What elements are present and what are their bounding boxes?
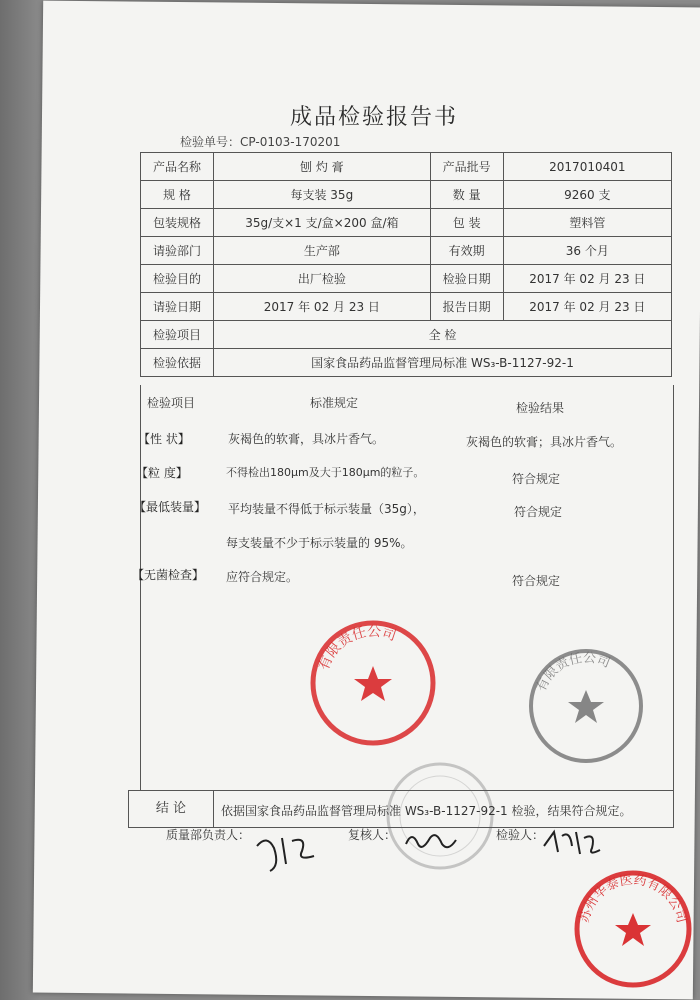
- items-header-col1: 检验项目: [147, 396, 196, 410]
- item-name: 【性 状】: [138, 432, 190, 446]
- item-standard: 应符合规定。: [226, 570, 299, 584]
- purpose-value: 出厂检验: [214, 265, 431, 293]
- items-header-col3: 检验结果: [516, 401, 565, 415]
- spec-value: 每支装 35g: [214, 181, 431, 209]
- table-row: [141, 349, 672, 377]
- gray-seal-stamp: [526, 646, 646, 766]
- qa-signature: [252, 826, 322, 876]
- request-date-label: 请验日期: [141, 293, 214, 321]
- basis-label: 检验依据: [141, 349, 214, 377]
- item-result: 符合规定: [512, 472, 561, 486]
- inspector-signature-label: 检验人：: [496, 828, 545, 842]
- dept-value: 生产部: [214, 237, 431, 265]
- qty-value: 9260 支: [503, 181, 671, 209]
- table-row: [141, 321, 672, 349]
- company-seal-stamp: [308, 618, 438, 748]
- spec-label: 规 格: [141, 181, 214, 209]
- report-date-label: 报告日期: [430, 293, 503, 321]
- item-result: 灰褐色的软膏；具冰片香气。: [466, 435, 623, 449]
- validity-label: 有效期: [430, 237, 503, 265]
- purpose-label: 检验目的: [141, 265, 214, 293]
- item-result: 符合规定: [514, 505, 563, 519]
- inspector-signature: [540, 826, 604, 860]
- qty-label: 数 量: [430, 181, 503, 209]
- pack-value: 塑料管: [503, 209, 671, 237]
- svg-text:有限责任公司: [316, 624, 398, 673]
- pack-label: 包 装: [430, 209, 503, 237]
- item-name: 【粒 度】: [136, 466, 188, 480]
- item-standard: 不得检出180μm及大于180μm的粒子。: [226, 466, 425, 479]
- batch-value: 2017010401: [503, 153, 671, 181]
- svg-text:有限责任公司: [534, 650, 612, 694]
- table-row: [141, 153, 672, 181]
- stamp-text: 有限责任公司: [533, 650, 613, 695]
- dept-label: 请验部门: [141, 237, 214, 265]
- request-date-value: 2017 年 02 月 23 日: [214, 293, 431, 321]
- pack-spec-value: 35g/支×1 支/盒×200 盒/箱: [214, 209, 431, 237]
- conclusion-label: 结 论: [129, 791, 214, 827]
- validity-value: 36 个月: [503, 237, 671, 265]
- item-standard: 灰褐色的软膏，具冰片香气。: [228, 432, 385, 446]
- table-row: [141, 265, 672, 293]
- info-table: [140, 152, 672, 377]
- items-header-col2: 标准规定: [310, 396, 359, 410]
- report-title: 成品检验报告书: [290, 105, 459, 130]
- item-value: 全 检: [214, 321, 672, 349]
- item-standard: 每支装量不少于标示装量的 95%。: [226, 536, 413, 550]
- item-standard: 平均装量不得低于标示装量（35g），: [228, 502, 425, 516]
- table-row: [141, 293, 672, 321]
- document-number: [180, 133, 340, 150]
- item-result: 符合规定: [512, 574, 561, 588]
- pack-spec-label: 包装规格: [141, 209, 214, 237]
- item-label: 检验项目: [141, 321, 214, 349]
- product-name-value: 刨 灼 膏: [214, 153, 431, 181]
- qa-signature-label: 质量部负责人：: [166, 828, 251, 842]
- test-date-value: 2017 年 02 月 23 日: [503, 265, 671, 293]
- reviewer-signature-label: 复核人：: [348, 828, 397, 842]
- item-name: 【最低装量】: [134, 500, 207, 514]
- conclusion-text: 依据国家食品药品监督管理局标准 WS₃-B-1127-92-1 检验，结果符合规定。: [221, 804, 632, 818]
- stamp-text: 苏州华泰医药有限公司: [577, 872, 689, 925]
- product-name-label: 产品名称: [141, 153, 214, 181]
- item-name: 【无菌检查】: [132, 568, 205, 582]
- conclusion-box: [128, 790, 674, 828]
- reviewer-signature: [402, 826, 462, 856]
- stamp-text: 有限责任公司: [315, 623, 399, 673]
- table-row: [141, 237, 672, 265]
- doc-no-label: 检验单号：: [180, 135, 241, 149]
- doc-no-value: CP-0103-170201: [240, 135, 341, 149]
- quality-seal-stamp: [572, 868, 694, 990]
- basis-value: 国家食品药品监督管理局标准 WS₃-B-1127-92-1: [214, 349, 672, 377]
- report-date-value: 2017 年 02 月 23 日: [503, 293, 671, 321]
- table-row: [141, 181, 672, 209]
- batch-label: 产品批号: [430, 153, 503, 181]
- table-row: [141, 209, 672, 237]
- test-date-label: 检验日期: [430, 265, 503, 293]
